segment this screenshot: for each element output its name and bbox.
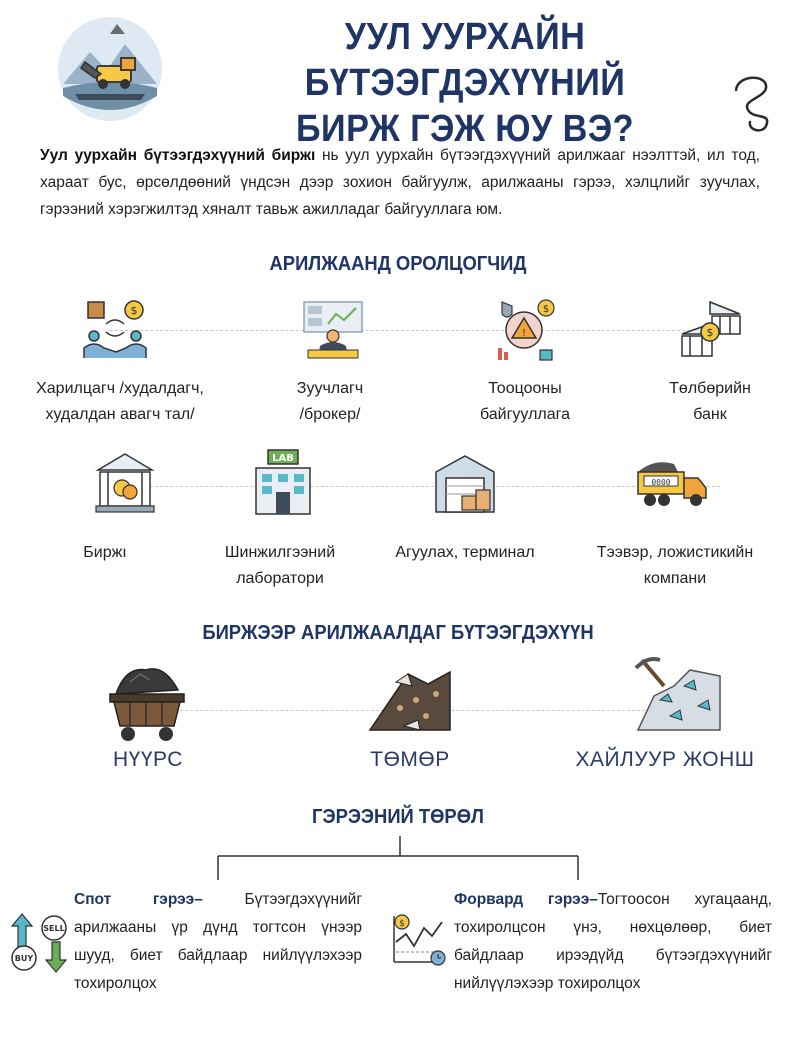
iron-ore-icon: [368, 664, 452, 734]
participant-label: Төлбөрийн: [669, 380, 751, 397]
participants-row2-divider: [120, 486, 720, 487]
broker-icon: [300, 298, 366, 360]
product-iron: ТӨМӨР: [370, 748, 450, 771]
clearing-house-icon: [492, 298, 558, 364]
truck-sign-text: 0000: [651, 478, 671, 487]
mining-scene-icon: [55, 14, 165, 124]
participant-label: байгууллага: [479, 406, 571, 423]
warehouse-icon: [432, 450, 498, 516]
participant-label: банк: [693, 406, 727, 423]
product-fluorspar: ХАЙЛУУР ЖОНШ: [575, 748, 755, 771]
participant-bank: [635, 376, 785, 428]
question-swirl-icon: [728, 72, 778, 134]
forward-contract-title: Форвард гэрээ–: [454, 891, 598, 908]
svg-text:!: !: [521, 328, 527, 339]
participant-logistics: [575, 540, 775, 592]
participant-label: Харилцагч /худалдагч,: [36, 380, 204, 397]
participant-label: худалдан авагч тал/: [45, 406, 195, 423]
participant-label: Тээвэр, ложистикийн: [596, 544, 754, 561]
contracts-title: ГЭРЭЭНИЙ ТӨРӨЛ: [312, 806, 484, 828]
svg-text:$: $: [542, 304, 550, 315]
sell-label: SELL: [43, 924, 65, 933]
buy-sell-icon: [8, 912, 70, 974]
participant-label: Зуучлагч: [296, 380, 364, 397]
participant-label: Шинжилгээний: [224, 544, 336, 561]
title-line-2: БИРЖ ГЭЖ ЮУ ВЭ?: [296, 108, 634, 150]
participant-warehouse: [370, 540, 560, 566]
participant-clearing: [450, 376, 600, 428]
exchange-building-icon: [94, 450, 156, 516]
forward-contract-description: [454, 886, 772, 998]
participant-label: лаборатори: [236, 570, 324, 587]
intro-paragraph: [40, 142, 760, 223]
spot-contract-description: [74, 886, 362, 998]
participants-title: АРИЛЖААНД ОРОЛЦОГЧИД: [269, 253, 527, 275]
participant-broker: [255, 376, 405, 428]
participants-row1-divider: [110, 330, 730, 331]
intro-text: нь уул уурхайн бүтээгдэхүүний арилжааг нээлттэй, ил тод, хараат бус, өрсөлдөөний үндсэн дээр зохион байгуулж, арилжааны гэрээ, хэлцлийг зуучлах, гэрээний хэрэгжилтэд хяналт тавьж ажилладаг байгууллага юм.: [40, 147, 760, 218]
participant-exchange: [50, 540, 160, 566]
participant-label: /брокер/: [299, 406, 361, 423]
lab-sign-text: LAB: [272, 453, 294, 464]
page-title: [204, 14, 726, 152]
participant-label: Агуулах, терминал: [395, 544, 535, 561]
fluorspar-icon: [634, 656, 724, 734]
participant-label: компани: [643, 570, 707, 587]
header-illustration: [55, 14, 165, 124]
spot-contract-text: Бүтээгдэхүүнийг арилжааны үр дүнд тогтсон үнээр шууд, биет байдлаар нийлүүлэхээр тохиролцох: [74, 891, 362, 992]
intro-bold: Уул уурхайн бүтээгдэхүүний биржı: [40, 147, 316, 164]
participant-label: Тооцооны: [488, 380, 562, 397]
products-title: БИРЖЭЭР АРИЛЖААЛДАГ БҮТЭЭГДЭХҮҮН: [202, 622, 594, 644]
truck-icon: [634, 456, 710, 512]
buy-label: BUY: [14, 954, 34, 963]
participant-label: Биржı: [83, 544, 127, 561]
payment-bank-icon: [676, 298, 746, 364]
spot-contract-title: Спот гэрээ–: [74, 891, 203, 908]
trader-icon: [80, 298, 150, 360]
forward-contract-text: Тогтоосон хугацаанд, тохиролцсон үнэ, нөхцөлөөр, биет байдлаар ирээдүйд бүтээгдэхүүнийг нийлүүлэхээр тохиролцох: [454, 891, 772, 992]
svg-text:$: $: [399, 919, 405, 929]
product-coal: НҮҮРС: [113, 748, 183, 771]
participant-laboratory: [195, 540, 365, 592]
coal-cart-icon: [106, 660, 188, 744]
forward-chart-icon: [388, 912, 448, 968]
title-line-1: УУЛ УУРХАЙН БҮТЭЭГДЭХҮҮНИЙ: [304, 16, 626, 104]
participant-trader: [15, 376, 225, 428]
laboratory-icon: [250, 448, 316, 518]
svg-text:$: $: [130, 304, 138, 317]
svg-text:$: $: [706, 326, 714, 339]
contract-tree-connector: [214, 836, 584, 882]
